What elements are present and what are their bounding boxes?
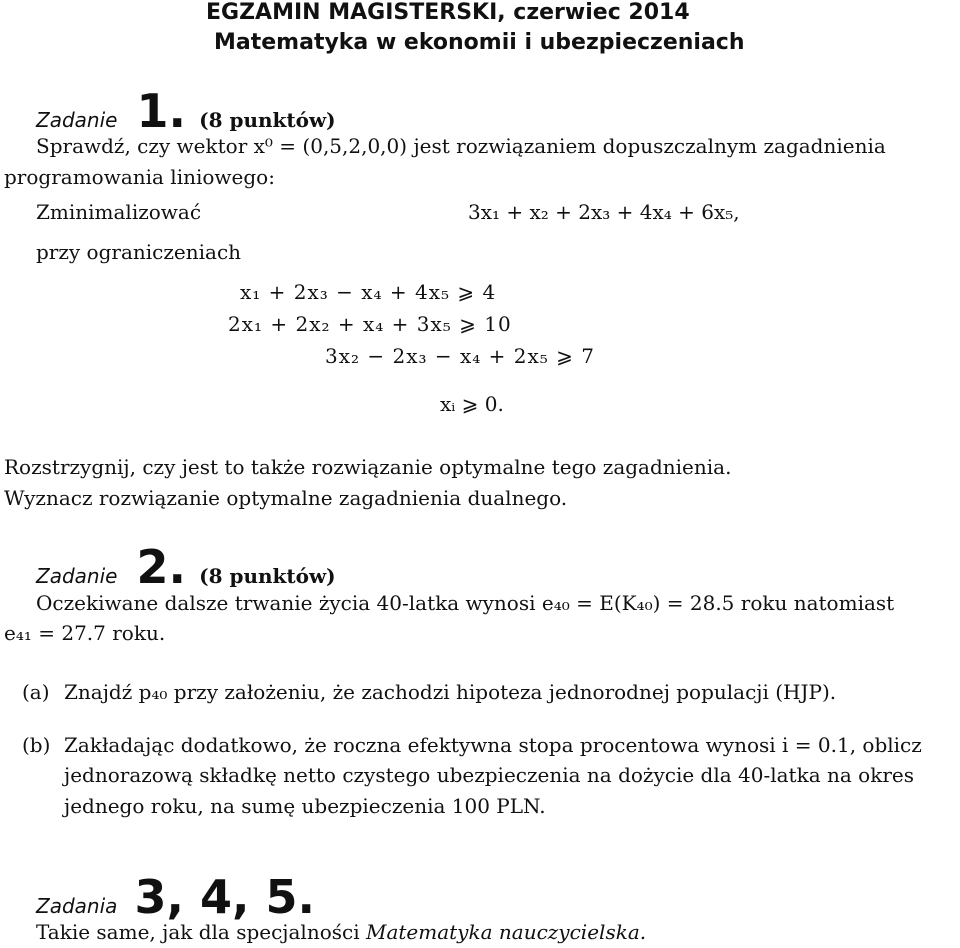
task345-text-plain: Takie same, jak dla specjalności — [36, 920, 360, 944]
item-b-line2: jednorazową składkę netto czystego ubezpieczenia na dożycie dla 40-latka na okres — [64, 763, 914, 787]
task1-points: (8 punktów) — [199, 108, 336, 132]
constraints-label: przy ograniczeniach — [36, 240, 242, 264]
task1-label: Zadanie — [36, 108, 118, 132]
minimize-label: Zminimalizować — [36, 200, 202, 224]
task2-number: 2. — [136, 540, 187, 594]
item-a-marker: (a) — [22, 680, 50, 704]
task2-line1: Oczekiwane dalsze trwanie życia 40-latka wynosi e₄₀ = E(K₄₀) = 28.5 roku natomiast — [36, 591, 895, 615]
item-a-text: Znajdź p₄₀ przy założeniu, że zachodzi hipoteza jednorodnej populacji (HJP). — [64, 680, 837, 704]
task2-heading — [36, 540, 336, 594]
task1-intro-b: jest rozwiązaniem dopuszczalnym zagadnienia — [413, 134, 886, 158]
item-b-line3: jednego roku, na sumę ubezpieczenia 100 PLN. — [64, 794, 546, 818]
constraint-row-3: 3x₂ − 2x₃ − x₄ + 2x₅ ⩾ 7 — [325, 344, 595, 368]
task345-label: Zadania — [36, 894, 118, 918]
task1-intro-a: Sprawdź, czy wektor — [36, 134, 248, 158]
task345-text — [36, 920, 646, 944]
task1-heading — [36, 84, 336, 138]
task1-question-1: Rozstrzygnij, czy jest to także rozwiązanie optymalne tego zagadnienia. — [4, 455, 732, 479]
exam-title: EGZAMIN MAGISTERSKI, czerwiec 2014 — [206, 0, 690, 25]
task345-heading — [36, 870, 315, 924]
constraint-row-2: 2x₁ + 2x₂ + x₄ + 3x₅ ⩾ 10 — [228, 312, 512, 336]
task1-question-2: Wyznacz rozwiązanie optymalne zagadnienia dualnego. — [4, 486, 568, 510]
task1-number: 1. — [136, 84, 187, 138]
task2-label: Zadanie — [36, 564, 118, 588]
exam-subtitle: Matematyka w ekonomii i ubezpieczeniach — [214, 30, 745, 55]
task345-text-italic: Matematyka nauczycielska. — [365, 920, 647, 944]
constraint-row-1: x₁ + 2x₃ − x₄ + 4x₅ ⩾ 4 — [240, 280, 497, 304]
task2-line2: e₄₁ = 27.7 roku. — [4, 621, 166, 645]
task2-points: (8 punktów) — [199, 564, 336, 588]
item-b-marker: (b) — [22, 733, 51, 757]
task1-vector: x⁰ = (0,5,2,0,0) — [253, 134, 408, 158]
task345-numbers: 3, 4, 5. — [134, 870, 315, 924]
task1-intro-line2: programowania liniowego: — [4, 165, 275, 189]
objective-function: 3x₁ + x₂ + 2x₃ + 4x₄ + 6x₅, — [468, 200, 740, 224]
item-b-line1: Zakładając dodatkowo, że roczna efektywna stopa procentowa wynosi i = 0.1, oblicz — [64, 733, 922, 757]
nonnegativity: xᵢ ⩾ 0. — [440, 392, 504, 416]
task1-intro-line1 — [36, 134, 886, 158]
